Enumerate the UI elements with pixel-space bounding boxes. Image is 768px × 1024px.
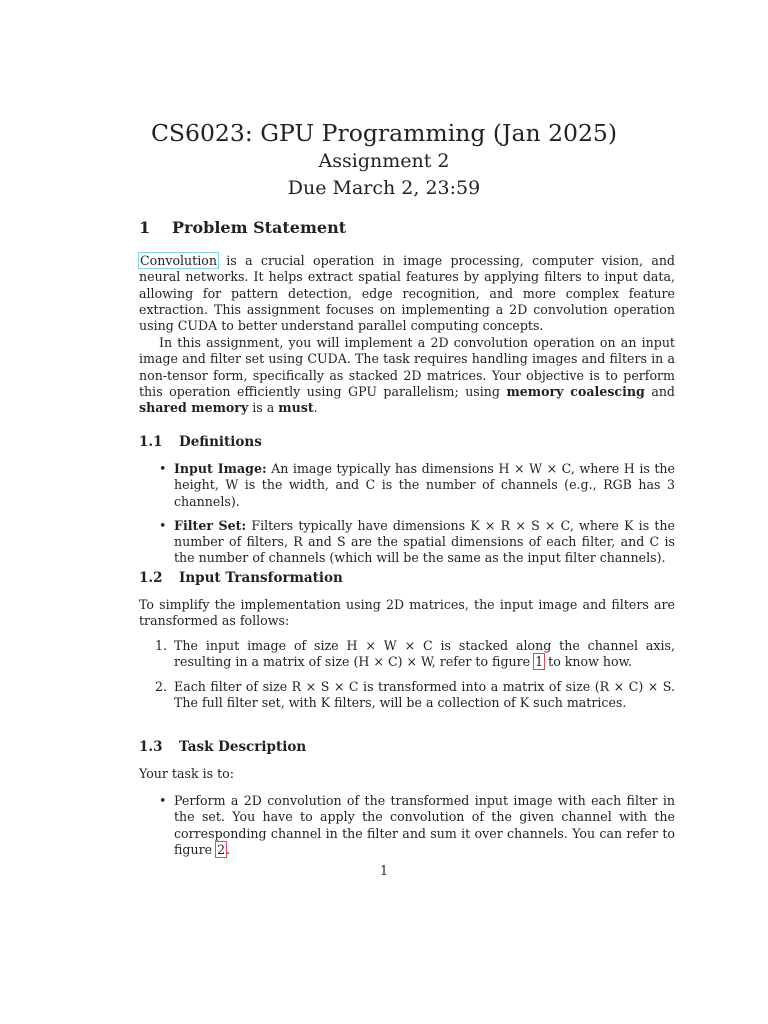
item-number: 2.	[155, 678, 168, 694]
section-number: 1.3	[139, 739, 163, 755]
transformation-list	[139, 638, 675, 711]
section-1-3-heading	[139, 739, 306, 755]
due-date: Due March 2, 23:59	[287, 177, 481, 199]
page-number: 1	[379, 863, 388, 878]
item-text: Each filter of size R × S × C is transformed into a matrix of size (R × C) × S. The full filter set, with K filters, will be a collection of K such matrices.	[174, 678, 675, 710]
list-item	[139, 679, 675, 712]
item-text: An image typically has dimensions H × W × C, where H is the height, W is the width, and C is the number of channels (e.g., RGB has 3 channels).	[174, 461, 675, 509]
bullet-marker: •	[159, 461, 167, 476]
item-label: Input Image:	[174, 461, 267, 476]
paragraph-text: In this assignment, you will implement a 2D convolution operation on an input image and filter set using CUDA. The task requires handling images and filters in a non-tensor form, specifically as stacked 2D matrices. Your objective is to perform this operation efficiently using GPU parallelism; using	[139, 335, 675, 399]
section-number: 1.1	[139, 434, 163, 450]
paragraph-text: and	[644, 383, 675, 399]
paragraph-text: is a	[248, 400, 279, 416]
emphasis-must: must	[278, 400, 314, 416]
item-text: to know how.	[544, 654, 632, 670]
paragraph-intro-text: is a crucial operation in image processing, computer vision, and neural networks. It helps extract spatial features by applying filters to input data, allowing for pattern detection, edge recognition, and more complex feature extraction. This assignment focuses on implementing a 2D convolution operation using CUDA to better understand parallel computing concepts.	[139, 253, 675, 334]
section-title: Input Transformation	[179, 570, 343, 586]
item-text: .	[226, 841, 231, 857]
section-title: Task Description	[179, 739, 307, 755]
bullet-marker: •	[159, 517, 167, 533]
section-number: 1.2	[139, 570, 163, 586]
item-label: Filter Set:	[174, 517, 247, 533]
figure-1-link[interactable]: 1	[535, 654, 544, 670]
item-number: 1.	[155, 638, 168, 653]
figure-2-link[interactable]: 2	[217, 841, 226, 857]
definitions-list	[139, 461, 675, 567]
section-1-heading	[139, 220, 346, 236]
list-item	[139, 793, 675, 858]
item-text: Perform a 2D convolution of the transformed input image with each filter in the set. You have to apply the convolution of the given channel with the corresponding channel in the filter and sum it over channels. You can refer to figure	[174, 793, 675, 857]
list-item	[139, 461, 675, 510]
task-list	[139, 793, 675, 858]
bullet-marker: •	[159, 793, 167, 808]
section-1-1-heading	[139, 434, 262, 450]
section-1-2-heading	[139, 570, 343, 586]
emphasis-shared-memory: shared memory	[139, 400, 249, 416]
item-text: The input image of size H × W × C is stacked along the channel axis, resulting in a matrix of size (H × C) × W, refer to figure	[174, 638, 675, 670]
list-item	[139, 518, 675, 567]
emphasis-memory-coalescing: memory coalescing	[506, 383, 645, 399]
assignment-subtitle: Assignment 2	[318, 150, 450, 172]
document-title: CS6023: GPU Programming (Jan 2025)	[150, 119, 618, 147]
section-title: Problem Statement	[172, 218, 347, 237]
item-text: Filters typically have dimensions K × R × S × C, where K is the number of filters, R and S are the spatial dimensions of each filter, and C is the number of channels (which will be the same as the input filter channels).	[174, 517, 675, 566]
section-title: Definitions	[179, 434, 262, 450]
paragraph-transformation-intro: To simplify the implementation using 2D matrices, the input image and filters are transformed as follows:	[139, 597, 675, 629]
section-number: 1	[139, 218, 151, 237]
paragraph-text: .	[313, 400, 318, 416]
convolution-link[interactable]: Convolution	[140, 253, 217, 268]
paragraph-assignment	[139, 335, 675, 416]
paragraph-intro	[139, 253, 675, 334]
list-item	[139, 638, 675, 671]
title-block	[0, 118, 768, 202]
paragraph-task-intro: Your task is to:	[139, 766, 234, 781]
